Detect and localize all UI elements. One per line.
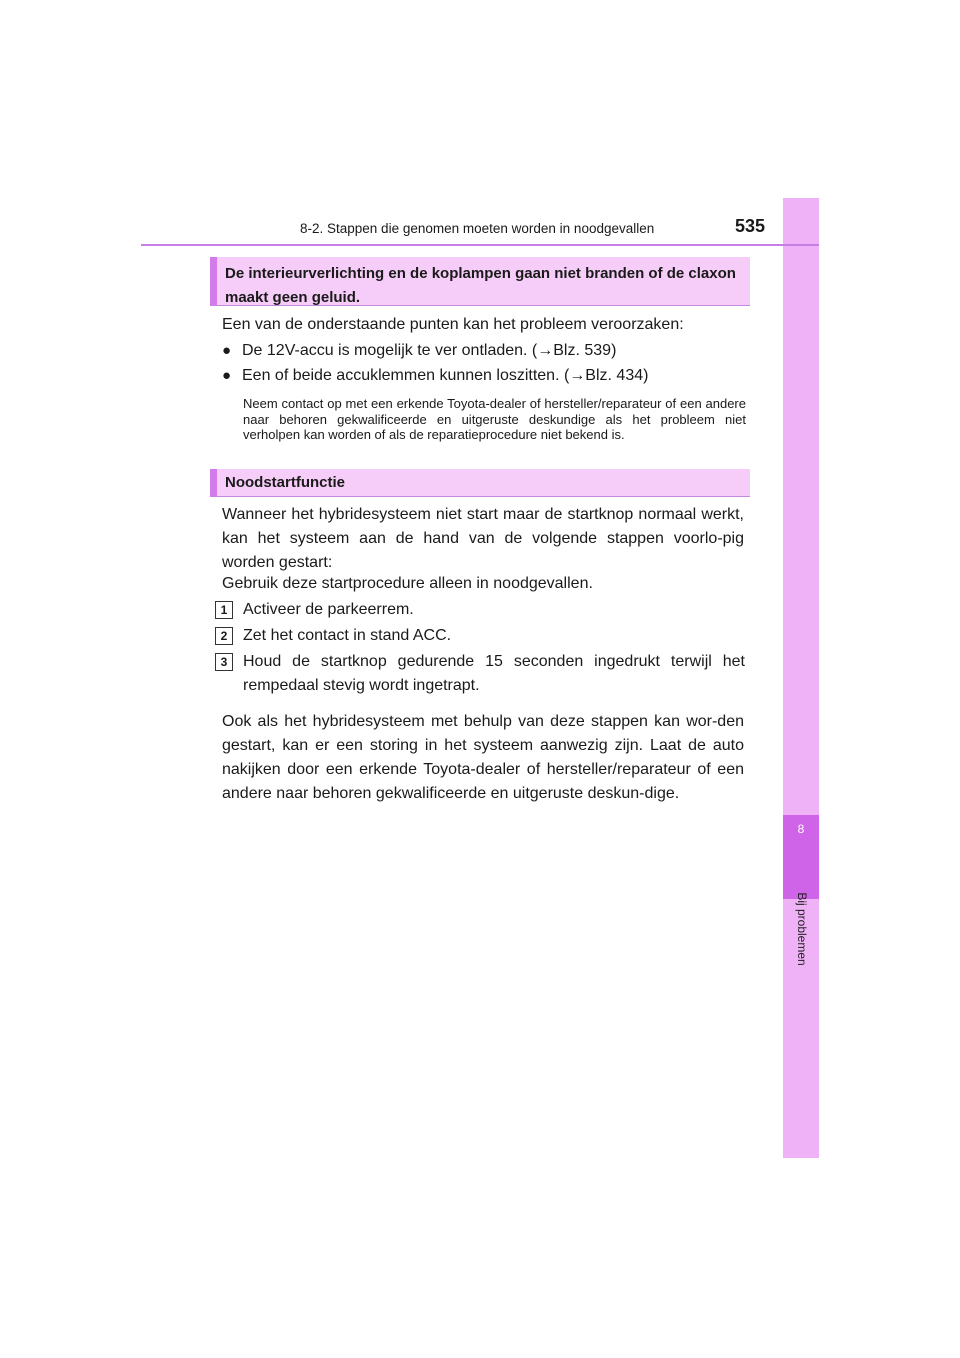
header-divider: [141, 244, 819, 246]
section2-intro: Wanneer het hybridesysteem niet start maar de startknop normaal werkt, kan het systeem aan de hand van de volgende stappen voorlo-pig worden gestart:: [222, 506, 744, 571]
running-header: 8-2. Stappen die genomen moeten worden in noodgevallen: [300, 221, 655, 236]
step-text: Zet het contact in stand ACC.: [243, 627, 452, 644]
section-heading-emergency-start: Noodstartfunctie: [210, 469, 750, 497]
chapter-number: 8: [797, 822, 805, 836]
bullet-icon: ●: [222, 342, 232, 359]
bullet-item: [222, 364, 744, 388]
bullet-text: Een of beide accuklemmen kunnen loszitten. (→Blz. 434): [242, 367, 649, 384]
chapter-label: Bij problemen: [795, 892, 809, 966]
step-number-badge: 2: [215, 627, 233, 645]
side-tab-strip: [783, 198, 819, 1158]
step-text: Houd de startknop gedurende 15 seconden ingedrukt terwijl het rempedaal stevig wordt ingetrapt.: [243, 653, 745, 694]
emergency-warning: Gebruik deze startprocedure alleen in noodgevallen.: [222, 575, 593, 592]
step-number-badge: 3: [215, 653, 233, 671]
bullet-text: De 12V-accu is mogelijk te ver ontladen. (→Blz. 539): [242, 342, 617, 359]
dealer-note: Neem contact op met een erkende Toyota-dealer of hersteller/reparateur of een andere naar behoren gekwalificeerde en uitgeruste deskundige als het probleem niet verholpen kan worden of als de reparatieprocedure niet bekend is.: [243, 396, 746, 442]
section-heading-lights-horn: De interieurverlichting en de koplampen gaan niet branden of de claxon maakt geen geluid.: [210, 257, 750, 306]
bullet-icon: ●: [222, 367, 232, 384]
closing-paragraph: Ook als het hybridesysteem met behulp van deze stappen kan wor-den gestart, kan er een storing in het systeem aanwezig zijn. Laat de auto nakijken door een erkende Toyota-dealer of hersteller/reparateur of een andere naar behoren gekwalificeerde en uitgeruste deskun-dige.: [222, 713, 744, 802]
bullet-item: [222, 339, 744, 363]
step-number-badge: 1: [215, 601, 233, 619]
section1-intro: Een van de onderstaande punten kan het probleem veroorzaken:: [222, 316, 684, 333]
page-number: 535: [735, 216, 766, 236]
step-text: Activeer de parkeerrem.: [243, 601, 414, 618]
